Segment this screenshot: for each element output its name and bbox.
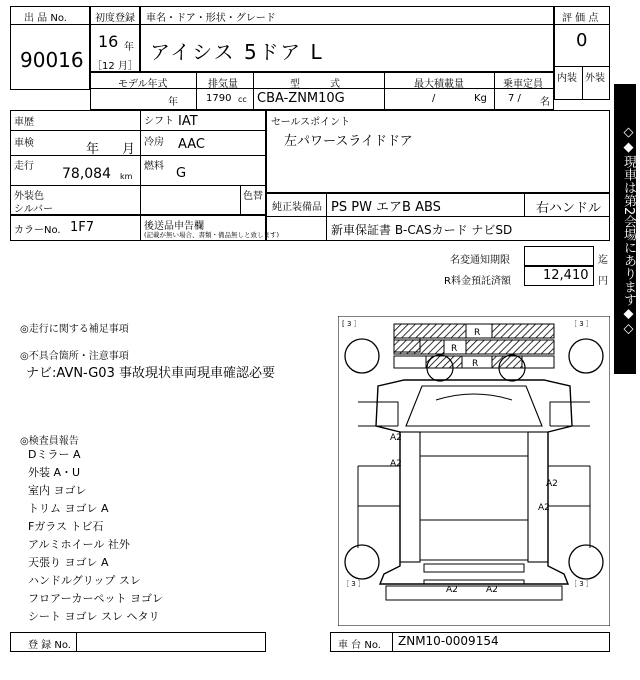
capacity-label: 乗車定員 (503, 79, 543, 90)
color-number-value: 1F7 (70, 220, 95, 235)
sales-point-value: 左パワースライドドア (284, 134, 413, 149)
shift-label: シフト (144, 116, 174, 127)
interior-score-label: 内装 (557, 73, 577, 84)
damage-mark: A2 (390, 433, 402, 443)
first-registration-label: 初度登録 (95, 13, 135, 24)
fuel-value: G (176, 166, 187, 181)
equipment-value: PS PW エアB ABS (331, 200, 441, 215)
damage-mark: A2 (446, 585, 458, 595)
mileage-value: 78,084 (62, 166, 111, 182)
model-year-label: モデル年式 (118, 79, 168, 90)
displacement-label: 排気量 (208, 79, 238, 90)
capacity-unit: 名 (540, 97, 550, 108)
report-item: シート ヨゴレ スレ ヘタリ (28, 610, 160, 623)
report-item: ハンドルグリップ スレ (28, 574, 141, 587)
exterior-color-value: シルバー (14, 204, 54, 215)
capacity-value: 7 / (508, 93, 521, 104)
corner-mark-rear-left: ［ 3 ］ (342, 580, 365, 588)
recycle-fee-label: R料金預託済額 (444, 276, 511, 287)
damage-mark: A2 (538, 503, 550, 513)
load-unit: Kg (474, 93, 487, 104)
score-label: 評 価 点 (562, 13, 599, 24)
mileage-unit: km (120, 172, 133, 181)
glass-mark-r3: R (472, 359, 479, 369)
corner-mark-rear-right: ［ 3 ］ (570, 580, 593, 588)
chassis-number-value: ZNM10-0009154 (398, 634, 499, 648)
glass-mark-r1: R (474, 328, 481, 338)
score-value: 0 (576, 30, 588, 51)
recycle-fee-unit: 円 (598, 276, 608, 287)
defect-line: ナビ:AVN-G03 事故現状車両現車確認必要 (26, 366, 275, 381)
lot-number: 90016 (20, 48, 84, 72)
steering-value: 右ハンドル (536, 201, 602, 216)
car-name-label: 車名・ドア・形状・グレード (146, 13, 276, 24)
car-name: アイシス 5ドア L (150, 40, 324, 64)
report-item: フロアーカーペット ヨゴレ (28, 592, 163, 605)
type-value: CBA-ZNM10G (257, 91, 345, 106)
name-change-deadline-unit: 迄 (598, 255, 608, 266)
recycle-fee-value: 12,410 (543, 268, 589, 283)
corner-mark-front-left: [ 3 ］ (342, 320, 361, 328)
ac-label: 冷房 (144, 137, 164, 148)
mileage-label: 走行 (14, 161, 34, 172)
glass-mark-r2: R (451, 344, 458, 354)
registration-month: ［12 月］ (92, 61, 138, 72)
car-damage-diagram (338, 316, 610, 626)
report-item: Dミラー A (28, 448, 81, 461)
damage-mark: A2 (486, 585, 498, 595)
inspection-label: 車検 (14, 138, 34, 149)
shift-value: IAT (178, 114, 198, 129)
damage-mark: A2 (546, 479, 558, 489)
load-slash: / (432, 93, 436, 104)
driving-notes-heading: ◎走行に関する補足事項 (20, 324, 129, 335)
report-item: トリム ヨゴレ A (28, 502, 109, 515)
chassis-number-label: 車 台 No. (338, 640, 381, 651)
report-item: アルミホイール 社外 (28, 538, 130, 551)
report-item: 外装 A・U (28, 466, 81, 479)
equipment-extra-value: 新車保証書 B-CASカード ナビSD (331, 223, 513, 237)
model-year-unit: 年 (168, 97, 178, 108)
load-label: 最大積載量 (414, 79, 464, 90)
inspector-report-heading: ◎検査員報告 (20, 436, 79, 447)
aftermarket-note: (記載が無い場合、書類・備品無しと致します) (144, 231, 280, 239)
recolor-label: 色替 (243, 191, 263, 202)
aftermarket-label: 後送品申告欄 (144, 221, 204, 232)
ac-value: AAC (178, 137, 205, 152)
exterior-score-label: 外装 (585, 73, 605, 84)
sales-point-label: セールスポイント (271, 117, 351, 128)
name-change-deadline-field (524, 246, 594, 266)
report-item: 天張り ヨゴレ A (28, 556, 109, 569)
damage-mark: A2 (390, 459, 402, 469)
registration-number-label: 登 録 No. (28, 640, 71, 651)
registration-year: 16 (98, 32, 119, 51)
history-label: 車歴 (14, 117, 34, 128)
exterior-color-label: 外装色 (14, 191, 44, 202)
corner-mark-front-right: ［ 3 ］ (570, 320, 593, 328)
registration-year-unit: 年 (124, 42, 134, 53)
report-item: Fガラス トビ石 (28, 520, 104, 533)
inspection-month-unit: 月 (122, 142, 136, 157)
inspection-year-unit: 年 (86, 142, 100, 157)
report-item: 室内 ヨゴレ (28, 484, 87, 497)
fuel-label: 燃料 (144, 161, 164, 172)
displacement-value: 1790 (206, 93, 232, 104)
name-change-deadline-label: 名変通知期限 (450, 255, 510, 266)
displacement-unit: cc (238, 95, 247, 104)
type-label: 型 式 (290, 79, 340, 90)
color-number-label: カラーNo. (14, 225, 61, 236)
equipment-label: 純正装備品 (272, 202, 322, 213)
defects-heading: ◎不具合箇所・注意事項 (20, 351, 129, 362)
side-banner: ◇◆現車は第2会場にあります◆◇ (614, 84, 636, 374)
lot-label: 出 品 No. (24, 13, 67, 24)
